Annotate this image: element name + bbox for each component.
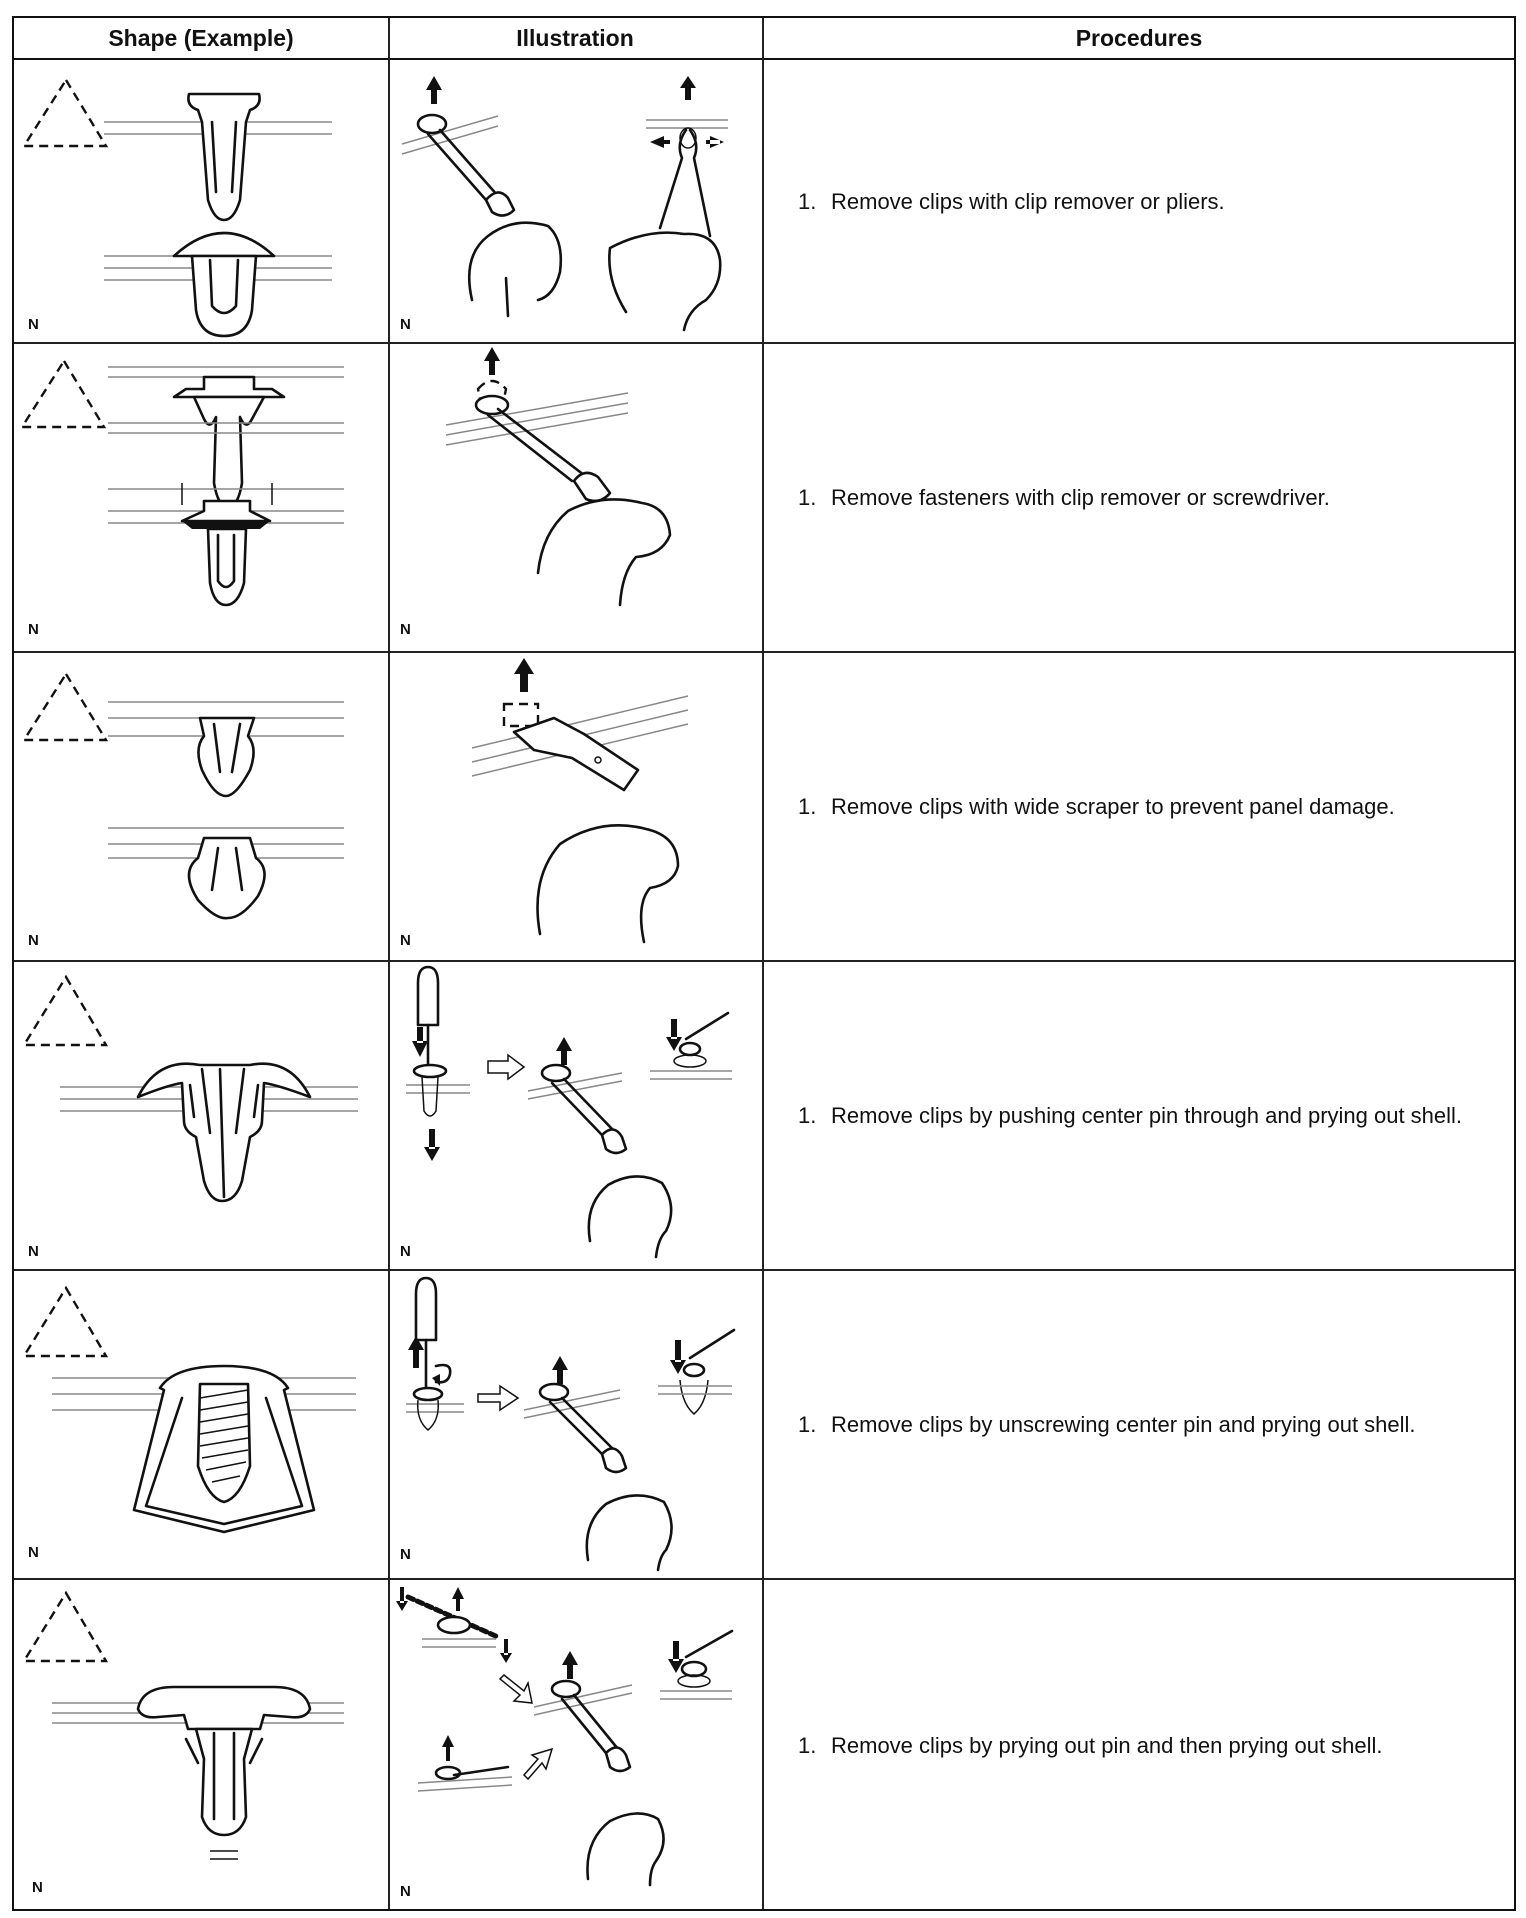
figure-code: N — [32, 1879, 43, 1896]
left-arrow-icon — [706, 136, 724, 148]
figure-code: N — [28, 932, 39, 949]
figure-code: N — [28, 1544, 39, 1561]
next-step-arrow-icon — [488, 1055, 524, 1079]
clip-shape-drawing — [14, 60, 388, 342]
up-arrow-icon — [484, 347, 500, 375]
figure-code: N — [28, 1243, 39, 1260]
column-divider — [762, 18, 764, 1909]
illustration-cell-4 — [388, 961, 762, 1269]
caution-triangle-icon — [24, 1288, 106, 1356]
procedure-cell-1 — [776, 60, 1516, 342]
wide-clip-shape-drawing — [14, 652, 388, 960]
figure-code: N — [400, 1883, 411, 1900]
pry-pin-clip-shape-drawing — [14, 1579, 388, 1911]
up-arrow-icon — [426, 76, 442, 104]
up-arrow-icon — [514, 658, 534, 692]
up-arrow-icon — [452, 1587, 464, 1611]
down-arrow-icon — [424, 1129, 440, 1161]
up-arrow-icon — [680, 76, 696, 100]
header-procedures: Procedures — [762, 18, 1516, 60]
procedure-text: Remove clips with wide scraper to prevent panel damage. — [831, 793, 1395, 819]
caution-triangle-icon — [24, 977, 106, 1045]
up-arrow-icon — [562, 1651, 578, 1679]
right-arrow-icon — [650, 136, 670, 148]
shape-cell-1 — [14, 60, 388, 342]
step-number: 1. — [798, 793, 817, 819]
down-arrow-icon — [500, 1639, 512, 1663]
up-arrow-icon — [552, 1356, 568, 1384]
procedure-text: Remove clips by pushing center pin through and prying out shell. — [831, 1102, 1463, 1128]
procedure-cell-5 — [776, 1270, 1516, 1578]
figure-code: N — [400, 1546, 411, 1563]
fastener-shape-drawing — [14, 343, 388, 651]
caution-triangle-icon — [22, 361, 104, 427]
step-number: 1. — [798, 1102, 817, 1128]
procedure-cell-6 — [776, 1579, 1516, 1911]
illustration-cell-1 — [388, 60, 762, 342]
wide-scraper-drawing — [388, 652, 762, 960]
down-arrow-icon — [396, 1587, 408, 1611]
figure-code: N — [28, 316, 39, 333]
up-arrow-icon — [556, 1037, 572, 1065]
procedure-text: Remove clips by prying out pin and then prying out shell. — [831, 1732, 1383, 1758]
procedure-cell-2 — [776, 343, 1516, 651]
up-arrow-icon — [442, 1735, 454, 1761]
push-pin-through-drawing — [388, 961, 762, 1269]
caution-triangle-icon — [24, 1593, 106, 1661]
next-step-arrow-icon — [500, 1675, 532, 1703]
down-arrow-icon — [412, 1027, 428, 1057]
shape-cell-3 — [14, 652, 388, 960]
illustration-cell-2 — [388, 343, 762, 651]
pry-pin-then-shell-drawing — [388, 1579, 762, 1911]
clip-remover-and-pliers-drawing — [388, 60, 762, 342]
procedure-text: Remove clips with clip remover or pliers. — [831, 188, 1225, 214]
step-number: 1. — [798, 484, 817, 510]
step-number: 1. — [798, 188, 817, 214]
shape-cell-4 — [14, 961, 388, 1269]
figure-code: N — [400, 621, 411, 638]
figure-code: N — [400, 316, 411, 333]
illustration-cell-3 — [388, 652, 762, 960]
header-illustration: Illustration — [388, 18, 762, 60]
procedure-text: Remove fasteners with clip remover or screwdriver. — [831, 484, 1330, 510]
next-step-arrow-icon — [524, 1749, 552, 1779]
unscrew-pin-drawing — [388, 1270, 762, 1578]
header-shape: Shape (Example) — [14, 18, 388, 60]
shape-cell-2 — [14, 343, 388, 651]
illustration-cell-5 — [388, 1270, 762, 1578]
shape-cell-6 — [14, 1579, 388, 1911]
procedure-text: Remove clips by unscrewing center pin and prying out shell. — [831, 1411, 1416, 1437]
caution-triangle-icon — [24, 80, 106, 146]
step-number: 1. — [798, 1732, 817, 1758]
next-step-arrow-icon — [478, 1386, 518, 1410]
screw-clip-shape-drawing — [14, 1270, 388, 1578]
figure-code: N — [400, 932, 411, 949]
illustration-cell-6 — [388, 1579, 762, 1911]
push-pin-clip-shape-drawing — [14, 961, 388, 1269]
figure-code: N — [28, 621, 39, 638]
shape-cell-5 — [14, 1270, 388, 1578]
figure-code: N — [400, 1243, 411, 1260]
procedure-cell-3 — [776, 652, 1516, 960]
procedure-cell-4 — [776, 961, 1516, 1269]
caution-triangle-icon — [24, 674, 106, 740]
screwdriver-prying-drawing — [388, 343, 762, 651]
step-number: 1. — [798, 1411, 817, 1437]
clip-removal-table — [12, 16, 1516, 1911]
